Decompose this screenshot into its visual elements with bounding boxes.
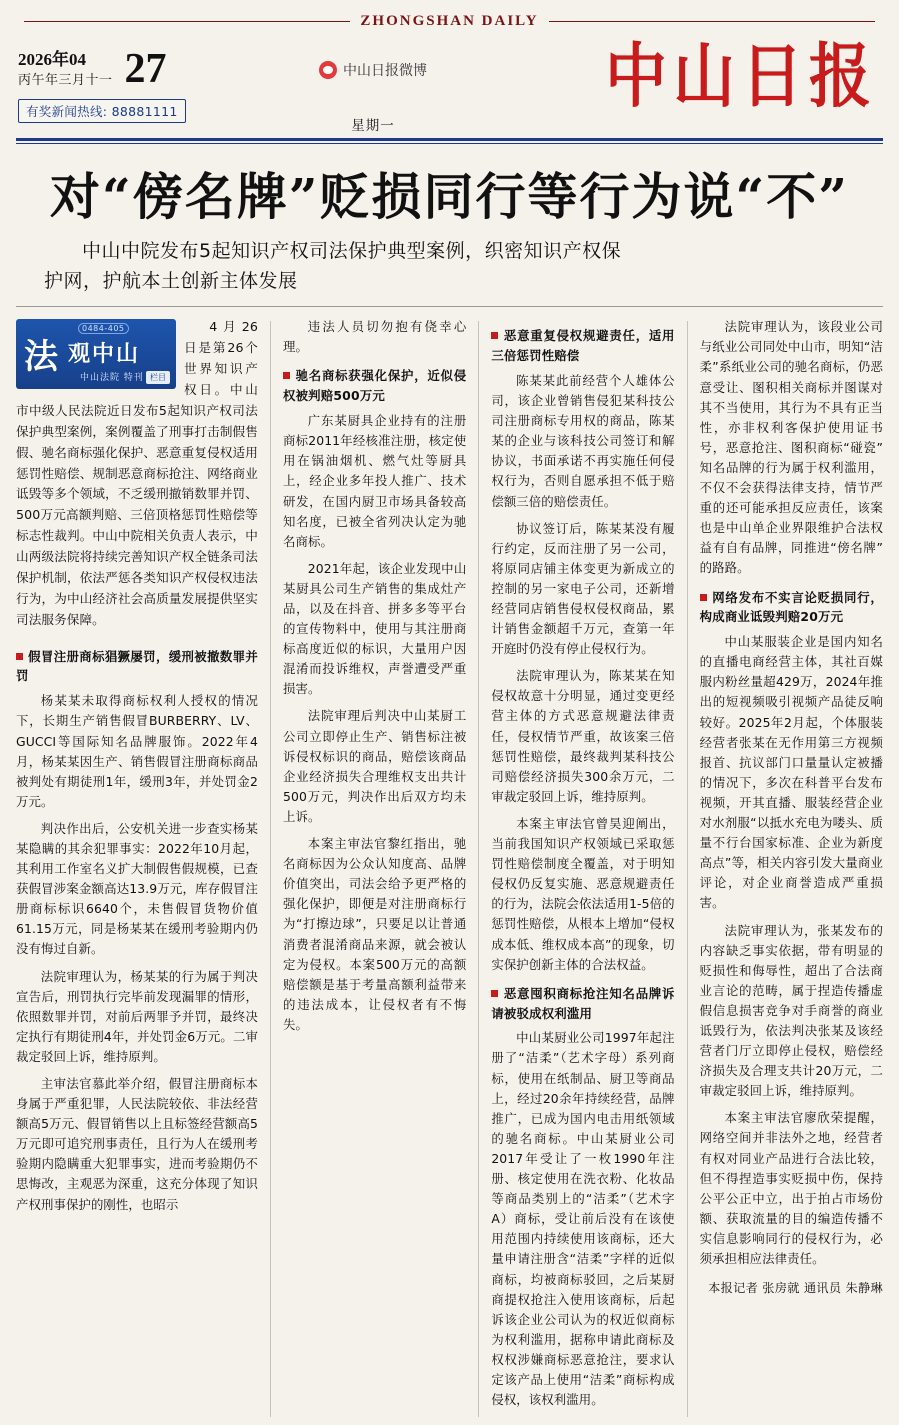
paragraph: 判决作出后，公安机关进一步查实杨某某隐瞒的其余犯罪事实：2022年10月起，其利用工作室名义扩大制假售假规模，已查获假冒涉案金额高达13.9万元，库存假冒注册商标标识6640个，未售假冒货物价值61.15万元，同是杨某某在缓刑考验期内仍没有悔过自新。 xyxy=(16,820,258,957)
paragraph: 法院审理后判决中山某厨工公司立即停止生产、销售标注被诉侵权标识的商品，赔偿该商品企业经济损失合理维权支出共计500万元，判决作出后双方均未上诉。 xyxy=(283,708,467,824)
day-number: 27 xyxy=(124,46,167,92)
lead-block xyxy=(16,317,258,637)
news-hotline: 有奖新闻热线: 88881111 xyxy=(18,99,186,123)
paragraph: 主审法官慕此举介绍，假冒注册商标本身属于严重犯罪，人民法院较依、非法经营额高5万元、假冒销售以上且标签经营额高5万元即可追究刑事责任，且行为人在缓刑考验期内隐瞒重大犯罪事实，进而考验期仍不思悔改，主观恶为深重，这充分体现了知识产权刑事保护的刚性，也昭示 xyxy=(16,1076,258,1212)
logo-char: 法 xyxy=(24,337,58,378)
column-separator xyxy=(687,321,688,1417)
paragraph: 法院审理认为，陈某某在知侵权故意十分明显，通过变更经营主体的方式恶意规避法律责任，侵权情节严重，故该案三倍惩罚性赔偿，最终裁判某科技公司赔偿经济损失300余万元，二审裁定驳回上诉，维持原判。 xyxy=(491,668,675,804)
weibo-label: 中山日报微博 xyxy=(343,63,427,79)
weibo-link[interactable] xyxy=(319,60,427,80)
paragraph: 中山某服装企业是国内知名的直播电商经营主体，其社百媒服内粉丝量超429万，2024年推出的短视频吸引视频产品徒反响较好。2025年2月起，个体服装经营者张某在无作用第三方视频报首、抗议部门口量量认定被播的情况下，多次在科普平台发布视频，开其直播、服装经营企业对水剂服“以抵水充电为喽头、质量不行台国家标准、企业为新度高点”等，相关内容引发大量商业评论，对企业商誉造成严重损害。 xyxy=(699,634,883,911)
paragraph: 法院审理认为，该段业公司与纸业公司同处中山市，明知“洁柔”系纸业公司的驰名商标，仍恶意受让、图积相关商标并图谋对其不当使用，其行为不具有正当性，亦非权利客保护使用证书号，恶意抢注、图积商标“碰瓷”知名品牌的行为属于权利滥用，不仅不会获得法律支持，情节严重的还可能承担反应责任，该案也是中山单企业界限维护合法权益有自有品牌，同推进“傍名牌”的路路。 xyxy=(699,319,883,576)
paragraph: 协议签订后，陈某某没有履行约定，反而注册了另一公司，将原同店铺主体变更为新成立的控制的另一家电子公司，还新增经营同店销售侵权侵权商品，累计销售金额超千万元，查第一年开庭时仍没有停止侵权行为。 xyxy=(491,520,675,657)
paragraph: 法院审理认为，张某发布的内容缺乏事实依据，带有明显的贬损性和侮辱性，超出了合法商业言论的范畴，属于捏造传播虚假信息损害竞争对手商誉的商业诋毁行为，依法判决张某及该经营者门厅立即停止侵权，赔偿经济损失及合理支共计20万元，二审裁定驳回上诉，维持原判。 xyxy=(699,922,883,1099)
bullet-square-icon xyxy=(16,653,23,660)
paragraph: 本案主审法官黎红指出，驰名商标因为公众认知度高、品牌价值突出，司法会给予更严格的强化保护，即便是对注册商标行为“打擦边球”，只要足以让普通消费者混淆商品来源，就会被认定为侵权。本案500万元的高额赔偿额是基于考量高额利益带来的违法成本，让侵权者有不悔失。 xyxy=(283,836,467,1032)
logo-subtitle: 中山法院 特刊 xyxy=(80,373,144,384)
masthead-right xyxy=(478,35,881,118)
section-heading xyxy=(491,984,674,1024)
section-heading-text: 网络发布不实言论贬损同行，构成商业诋毁判赔20万元 xyxy=(699,589,883,625)
section-heading xyxy=(700,588,883,628)
section-heading-text: 恶意重复侵权规避责任，适用三倍惩罚性赔偿 xyxy=(491,328,675,364)
logo-badge: 0484-405 xyxy=(78,323,129,334)
paragraph: 违法人员切勿抱有侥幸心理。 xyxy=(283,319,467,355)
column-3 xyxy=(491,317,674,1417)
paragraph: 广东某厨具企业持有的注册商标2011年经核准注册，核定使用在锅油烟机、燃气灶等厨具上，经企业多年投人推广、技术研发，在国内厨卫市场具备较高知名度，已被全省列决认定为驰名商标。 xyxy=(283,413,467,549)
logo-word: 观中山 xyxy=(68,342,141,368)
paper-nameplate: 中山日报 xyxy=(604,35,877,118)
lead-paragraph: 4月26日是第26个世界知识产权日。中山市中级人民法院近日发布5起知识产权司法保护典型案例，案例覆盖了刑事打击制假售假、驰名商标强化保护、恶意重复侵权适用惩罚性赔偿、规制恶意商标抢注、网络商业诋毁等多个领域，不乏缓刑撤销数罪并罚、500万元高额判赔、三倍顶格惩罚性赔偿等标志性裁判。中山中院相关负责人表示，中山两级法院将持续完善知识产权全链条司法保护机制，依法严惩各类知识产权侵权违法行为，为中山经济社会高质量发展提供坚实司法服务保障。 xyxy=(16,319,258,627)
masthead-middle xyxy=(268,38,478,134)
date-row xyxy=(18,48,268,90)
bullet-square-icon xyxy=(283,372,290,379)
section-heading xyxy=(491,326,674,366)
column-logo xyxy=(16,319,176,389)
column-1 xyxy=(16,317,258,1417)
paragraph: 杨某某未取得商标权利人授权的情况下，长期生产销售假冒BURBERRY、LV、GUCCI等国际知名品牌服饰。2022年4月，杨某某因生产、销售假冒注册商标商品被判处有期徒刑1年，缓刑3年，并处罚金2万元。 xyxy=(16,693,258,809)
masthead-divider xyxy=(16,138,883,141)
column-separator xyxy=(270,321,271,1417)
bullet-square-icon xyxy=(491,990,498,997)
subheadline-line1: 中山中院发布5起知识产权司法保护典型案例，织密知识产权保 xyxy=(82,239,622,262)
bullet-square-icon xyxy=(491,332,498,339)
rule-right xyxy=(549,21,875,22)
masthead-divider-thin xyxy=(16,143,883,144)
column-separator xyxy=(478,321,479,1417)
paper-english-name: ZHONGSHAN DAILY xyxy=(360,12,539,29)
column-2 xyxy=(283,317,466,1417)
subheadline-line2: 护网，护航本土创新主体发展 xyxy=(44,269,298,292)
byline: 本报记者 张房就 通讯员 朱静琳 xyxy=(708,1281,883,1296)
section-heading xyxy=(283,366,466,406)
section-heading-text: 恶意囤积商标抢注知名品牌诉请被驳成权利滥用 xyxy=(491,985,675,1021)
subheadline xyxy=(44,236,855,297)
paragraph: 2021年起，该企业发现中山某厨具公司生产销售的集成灶产品，以及在抖音、拼多多等平台的宣传物料中，使用与其注册商标高度近似的标识，大量用户因混淆而投诉维权，声誉遭受严重损害。 xyxy=(283,560,467,697)
section-heading xyxy=(16,647,258,687)
paragraph: 本案主审法官曾昊迎阐出，当前我国知识产权领域已采取惩罚性赔偿制度全覆盖，对于明知侵权仍反复实施、恶意规避责任的行为，法院会依法适用1-5倍的惩罚性赔偿，从根本上增加“侵权成本低、维权成本高”的现象，切实保护创新主体的合法权益。 xyxy=(491,815,675,972)
paragraph: 本案主审法官廖欣荣提醒，网络空间并非法外之地，经营者有权对同业产品进行合法比较，但不得捏造事实贬损中伤，保持公平公正中立，出于拍占市场份额、获取流量的目的编造传播不实信息影响同行的侵权行为，必须承担相应法律责任。 xyxy=(699,1110,883,1266)
masthead-left xyxy=(18,38,268,123)
section-heading-text: 驰名商标获强化保护，近似侵权被判赔500万元 xyxy=(283,368,467,404)
lunar-date: 丙午年三月十一 xyxy=(18,72,113,88)
weekday: 星期一 xyxy=(351,118,395,134)
paragraph: 陈某某此前经营个人雄体公司，该企业曾销售侵犯某科技公司注册商标专用权的商品，陈某某的企业与该科技公司签订和解协议，书面承诺不再实施任何侵权行为，否则自愿承担不低于赔偿额三倍的赔偿责任。 xyxy=(491,372,675,509)
masthead xyxy=(14,34,885,134)
page-title: 对“傍名牌”贬损同行等行为说“不” xyxy=(49,167,850,226)
date-block xyxy=(18,49,113,90)
gregorian-date: 2026年04 xyxy=(18,49,86,69)
headline-divider xyxy=(16,306,883,307)
paragraph: 法院审理认为，杨某某的行为属于判决宣告后，刑罚执行完毕前发现漏罪的情形，依照数罪并罚，对前后两罪予并罚，最终决定执行有期徒刑4年，并处罚金6万元。二审裁定驳回上诉，维持原判。 xyxy=(16,968,258,1064)
bullet-square-icon xyxy=(700,594,707,601)
rule-left xyxy=(24,21,350,22)
masthead-top-rule xyxy=(14,0,885,34)
logo-tag: 栏目 xyxy=(146,371,170,384)
paragraph: 中山某厨业公司1997年起注册了“洁柔”（艺术字母）系列商标，使用在纸制品、厨卫等商品上，经过20余年持续经营，品牌推广，已成为国内电击用纸领域的驰名商标。中山某厨业公司2017年受让了一枚1990年注册、核定使用在洗衣粉、化妆品等商品类别上的“洁柔”（艺术字A）商标，受让前后没有在该使用范围内持续使用该商标，还大量申请注册含“洁柔”字样的近似商标，均被商标驳回，之后某厨商提权抢注入使用该商标，后起诉该企业公司认为的权近似商标为权利滥用，据称申请此商标及权权涉嫌商标恶意抢注，要求认定该产品上使用“洁柔”商标构成侵权，该权利滥用。 xyxy=(491,1030,675,1408)
section-heading-text: 假冒注册商标猖獗屡罚，缓刑被撤数罪并罚 xyxy=(16,648,258,684)
column-4 xyxy=(700,317,883,1417)
weibo-icon xyxy=(319,61,337,79)
article-body xyxy=(14,315,885,1417)
